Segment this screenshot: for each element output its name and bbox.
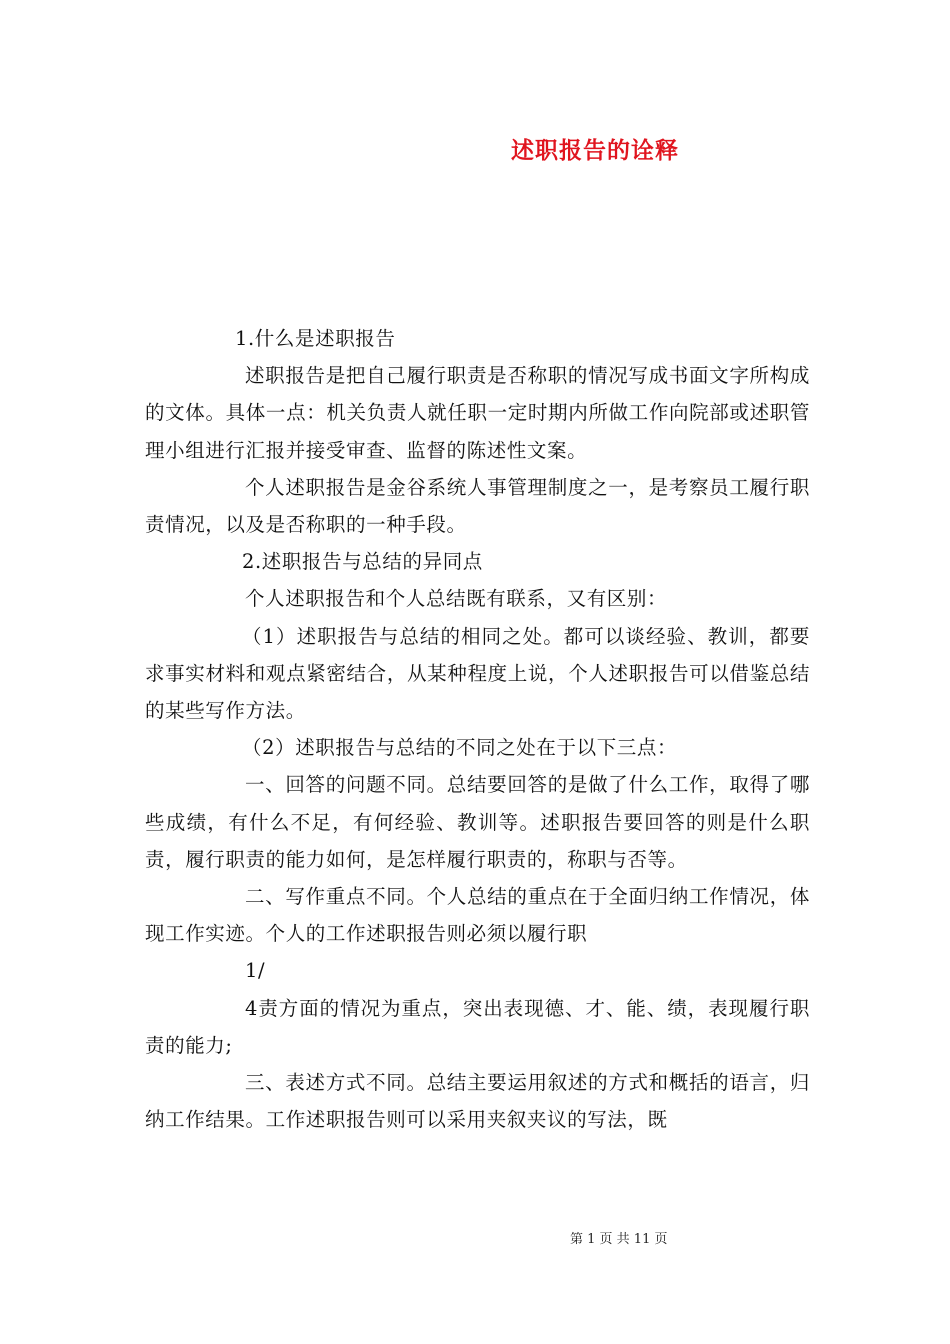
paragraph: 述职报告是把自己履行职责是否称职的情况写成书面文字所构成的文体。具体一点：机关负责人就任职一定时期内所做工作向院部或述职管理小组进行汇报并接受审查、监督的陈述性文案。 bbox=[145, 364, 810, 462]
paragraph: 个人述职报告是金谷系统人事管理制度之一，是考察员工履行职责情况，以及是否称职的一种手段。 bbox=[145, 475, 810, 537]
paragraph: 4责方面的情况为重点，突出表现德、才、能、绩，表现履行职责的能力; bbox=[145, 996, 810, 1057]
section-heading-1: 1.什么是述职报告 bbox=[235, 327, 396, 350]
document-title: 述职报告的诠释 bbox=[511, 137, 679, 164]
paragraph: （1）述职报告与总结的相同之处。都可以谈经验、教训，都要求事实材料和观点紧密结合，从某种程度上说，个人述职报告可以借鉴总结的某些写作方法。 bbox=[145, 624, 810, 723]
paragraph: 二、写作重点不同。个人总结的重点在于全面归纳工作情况，体现工作实迹。个人的工作述职报告则必须以履行职 bbox=[145, 885, 810, 946]
paragraph: （2）述职报告与总结的不同之处在于以下三点： bbox=[242, 736, 678, 760]
page-fragment: 1/ bbox=[245, 959, 266, 983]
paragraph: 三、表述方式不同。总结主要运用叙述的方式和概括的语言，归纳工作结果。工作述职报告则可以采用夹叙夹议的写法，既 bbox=[145, 1071, 810, 1132]
section-heading-2: 2.述职报告与总结的异同点 bbox=[242, 550, 483, 574]
paragraph: 一、回答的问题不同。总结要回答的是做了什么工作，取得了哪些成绩，有什么不足，有何经验、教训等。述职报告要回答的则是什么职责，履行职责的能力如何，是怎样履行职责的，称职与否等。 bbox=[145, 773, 810, 871]
paragraph: 个人述职报告和个人总结既有联系，又有区别： bbox=[245, 587, 668, 611]
page-number-footer: 第 1 页 共 11 页 bbox=[570, 1232, 668, 1247]
document-body bbox=[145, 320, 810, 1138]
